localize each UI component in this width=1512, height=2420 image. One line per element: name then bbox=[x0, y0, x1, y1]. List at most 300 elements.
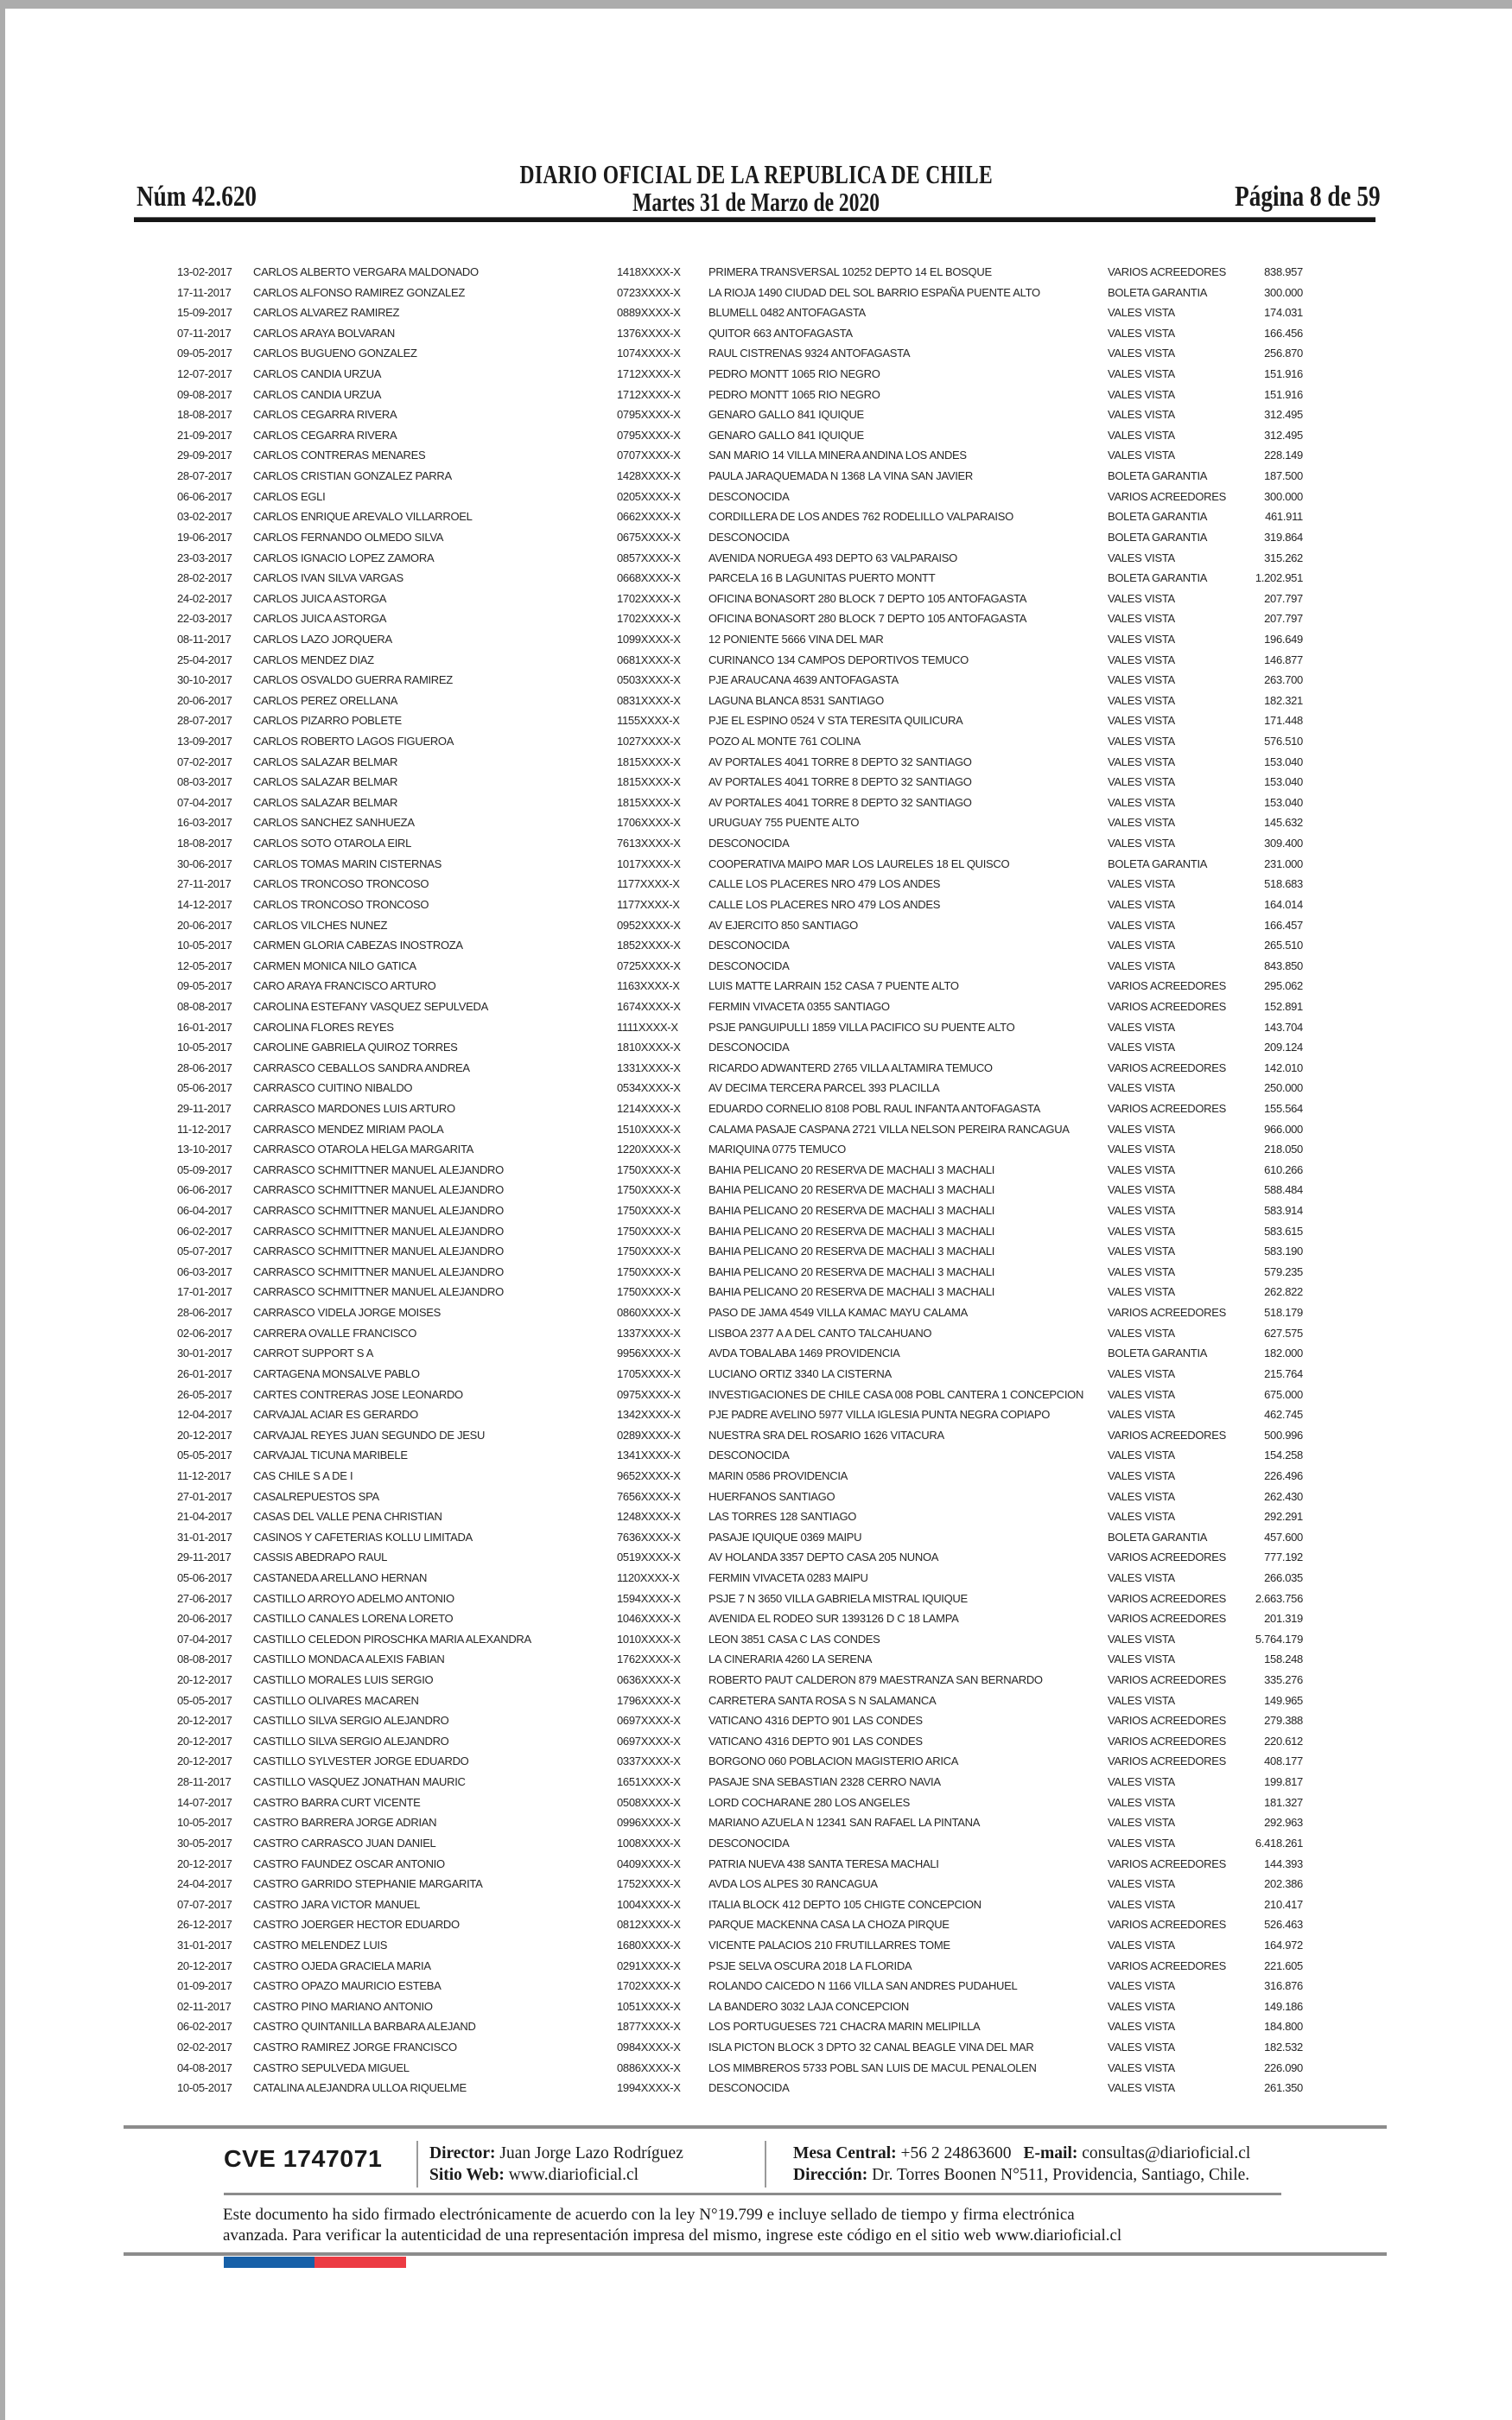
date-cell: 22-03-2017 bbox=[177, 612, 232, 626]
name-cell: CARVAJAL TICUNA MARIBELE bbox=[253, 1449, 408, 1462]
id-cell: 1674XXXX-X bbox=[617, 999, 681, 1013]
name-cell: CARRASCO CUITINO NIBALDO bbox=[253, 1081, 413, 1095]
table-row bbox=[177, 1670, 1303, 1691]
id-cell: 1706XXXX-X bbox=[617, 816, 681, 830]
address-cell: AVDA LOS ALPES 30 RANCAGUA bbox=[708, 1877, 878, 1891]
creditor-cell: VALES VISTA bbox=[1108, 326, 1175, 340]
creditor-cell: VALES VISTA bbox=[1108, 1326, 1175, 1340]
address-cell: SAN MARIO 14 VILLA MINERA ANDINA LOS ANDES bbox=[708, 449, 967, 462]
id-cell: 0996XXXX-X bbox=[617, 1816, 681, 1830]
date-cell: 13-09-2017 bbox=[177, 735, 232, 748]
id-cell: 1750XXXX-X bbox=[617, 1285, 681, 1299]
date-cell: 12-04-2017 bbox=[177, 1408, 232, 1422]
address-cell: AV PORTALES 4041 TORRE 8 DEPTO 32 SANTIAGO bbox=[708, 795, 972, 809]
amount-cell: 145.632 bbox=[1264, 816, 1303, 830]
id-cell: 1815XXXX-X bbox=[617, 775, 681, 789]
amount-cell: 153.040 bbox=[1264, 795, 1303, 809]
address-cell: CALLE LOS PLACERES NRO 479 LOS ANDES bbox=[708, 877, 941, 891]
name-cell: CARLOS PEREZ ORELLANA bbox=[253, 693, 398, 707]
amount-cell: 146.877 bbox=[1264, 653, 1303, 666]
name-cell: CAROLINA FLORES REYES bbox=[253, 1020, 394, 1034]
amount-cell: 265.510 bbox=[1264, 939, 1303, 952]
address-cell: PSJE PANGUIPULLI 1859 VILLA PACIFICO SU PUENTE ALTO bbox=[708, 1020, 1015, 1034]
name-cell: CARLOS TRONCOSO TRONCOSO bbox=[253, 877, 429, 891]
name-cell: CAROLINA ESTEFANY VASQUEZ SEPULVEDA bbox=[253, 999, 488, 1013]
creditor-cell: VALES VISTA bbox=[1108, 1816, 1175, 1830]
id-cell: 1418XXXX-X bbox=[617, 265, 681, 278]
id-cell: 1111XXXX-X bbox=[617, 1020, 678, 1034]
address-cell: VATICANO 4316 DEPTO 901 LAS CONDES bbox=[708, 1734, 923, 1748]
address-cell: AV HOLANDA 3357 DEPTO CASA 205 NUNOA bbox=[708, 1551, 939, 1564]
amount-cell: 164.972 bbox=[1264, 1938, 1303, 1952]
address-cell: PSJE 7 N 3650 VILLA GABRIELA MISTRAL IQUIQUE bbox=[708, 1591, 968, 1605]
table-row bbox=[177, 1364, 1303, 1385]
address-cell: FERMIN VIVACETA 0355 SANTIAGO bbox=[708, 999, 890, 1013]
name-cell: CARLOS TOMAS MARIN CISTERNAS bbox=[253, 857, 442, 870]
name-cell: CARLOS BUGUENO GONZALEZ bbox=[253, 347, 417, 360]
date-cell: 02-02-2017 bbox=[177, 2041, 232, 2054]
amount-cell: 218.050 bbox=[1264, 1143, 1303, 1156]
address-cell: DESCONOCIDA bbox=[708, 939, 790, 952]
id-cell: 0723XXXX-X bbox=[617, 285, 681, 299]
id-cell: 1750XXXX-X bbox=[617, 1245, 681, 1258]
amount-cell: 226.090 bbox=[1264, 2060, 1303, 2074]
name-cell: CARTAGENA MONSALVE PABLO bbox=[253, 1366, 420, 1380]
id-cell: 1594XXXX-X bbox=[617, 1591, 681, 1605]
table-row bbox=[177, 1323, 1303, 1344]
amount-cell: 228.149 bbox=[1264, 449, 1303, 462]
date-cell: 17-01-2017 bbox=[177, 1285, 232, 1299]
name-cell: CASTILLO ARROYO ADELMO ANTONIO bbox=[253, 1591, 454, 1605]
date-cell: 05-05-2017 bbox=[177, 1449, 232, 1462]
id-cell: 1852XXXX-X bbox=[617, 939, 681, 952]
address-cell: PRIMERA TRANSVERSAL 10252 DEPTO 14 EL BOSQUE bbox=[708, 265, 992, 278]
id-cell: 1750XXXX-X bbox=[617, 1224, 681, 1238]
table-row bbox=[177, 1058, 1303, 1079]
date-cell: 10-05-2017 bbox=[177, 1041, 232, 1054]
amount-cell: 675.000 bbox=[1264, 1387, 1303, 1401]
date-cell: 12-05-2017 bbox=[177, 958, 232, 972]
name-cell: CAROLINE GABRIELA QUIROZ TORRES bbox=[253, 1041, 458, 1054]
amount-cell: 461.911 bbox=[1265, 510, 1303, 524]
date-cell: 11-12-2017 bbox=[177, 1122, 232, 1136]
table-row bbox=[177, 445, 1303, 466]
creditor-cell: VALES VISTA bbox=[1108, 1897, 1175, 1911]
phone-email-line bbox=[793, 2143, 1250, 2164]
name-cell: CARLOS IGNACIO LOPEZ ZAMORA bbox=[253, 551, 435, 564]
table-row bbox=[177, 1466, 1303, 1487]
address-cell: DESCONOCIDA bbox=[708, 1836, 790, 1850]
address-cell: POZO AL MONTE 761 COLINA bbox=[708, 735, 861, 748]
date-cell: 30-05-2017 bbox=[177, 1836, 232, 1850]
table-row bbox=[177, 506, 1303, 527]
address-cell: LOS MIMBREROS 5733 POBL SAN LUIS DE MACUL PENALOLEN bbox=[708, 2060, 1037, 2074]
id-cell: 0534XXXX-X bbox=[617, 1081, 681, 1095]
table-row bbox=[177, 364, 1303, 385]
address-cell: DESCONOCIDA bbox=[708, 530, 790, 544]
date-cell: 20-06-2017 bbox=[177, 918, 232, 932]
creditor-cell: VALES VISTA bbox=[1108, 1183, 1175, 1197]
address-cell: LOS PORTUGUESES 721 CHACRA MARIN MELIPILLA bbox=[708, 2020, 981, 2034]
amount-cell: 843.850 bbox=[1264, 958, 1303, 972]
amount-cell: 316.876 bbox=[1264, 1979, 1303, 1993]
date-cell: 27-11-2017 bbox=[177, 877, 232, 891]
name-cell: CASTRO CARRASCO JUAN DANIEL bbox=[253, 1836, 436, 1850]
address-cell: VICENTE PALACIOS 210 FRUTILLARRES TOME bbox=[708, 1938, 950, 1952]
address-cell: DESCONOCIDA bbox=[708, 1041, 790, 1054]
creditor-cell: VALES VISTA bbox=[1108, 1122, 1175, 1136]
name-cell: CASTILLO VASQUEZ JONATHAN MAURIC bbox=[253, 1775, 466, 1789]
table-row bbox=[177, 1425, 1303, 1446]
creditor-cell: VARIOS ACREEDORES bbox=[1108, 1856, 1226, 1870]
creditor-cell: VARIOS ACREEDORES bbox=[1108, 1306, 1226, 1320]
footer-contact-block-1 bbox=[429, 2143, 683, 2186]
creditor-cell: VARIOS ACREEDORES bbox=[1108, 1060, 1226, 1074]
address-cell: URUGUAY 755 PUENTE ALTO bbox=[708, 816, 860, 830]
id-cell: 1008XXXX-X bbox=[617, 1836, 681, 1850]
table-row bbox=[177, 1833, 1303, 1854]
name-cell: CASALREPUESTOS SPA bbox=[253, 1489, 379, 1503]
table-row bbox=[177, 915, 1303, 936]
table-row bbox=[177, 385, 1303, 405]
name-cell: CARLOS TRONCOSO TRONCOSO bbox=[253, 897, 429, 911]
table-row bbox=[177, 1078, 1303, 1099]
address-cell: AV EJERCITO 850 SANTIAGO bbox=[708, 918, 858, 932]
name-cell: CASTRO OPAZO MAURICIO ESTEBA bbox=[253, 1979, 442, 1993]
date-cell: 31-01-2017 bbox=[177, 1530, 232, 1544]
name-cell: CASTILLO SILVA SERGIO ALEJANDRO bbox=[253, 1734, 449, 1748]
creditor-cell: VALES VISTA bbox=[1108, 1877, 1175, 1891]
date-cell: 20-12-2017 bbox=[177, 1673, 232, 1687]
phone-label: Mesa Central: bbox=[793, 2144, 897, 2162]
date-cell: 05-09-2017 bbox=[177, 1162, 232, 1176]
id-cell: 0831XXXX-X bbox=[617, 693, 681, 707]
date-cell: 07-04-2017 bbox=[177, 1632, 232, 1646]
creditor-cell: VALES VISTA bbox=[1108, 1020, 1175, 1034]
date-cell: 26-01-2017 bbox=[177, 1366, 232, 1380]
creditor-cell: VALES VISTA bbox=[1108, 1081, 1175, 1095]
creditor-cell: VALES VISTA bbox=[1108, 1162, 1175, 1176]
address-cell: PJE ARAUCANA 4639 ANTOFAGASTA bbox=[708, 673, 899, 687]
id-cell: 1004XXXX-X bbox=[617, 1897, 681, 1911]
address-cell: 12 PONIENTE 5666 VINA DEL MAR bbox=[708, 632, 884, 646]
id-cell: 1815XXXX-X bbox=[617, 795, 681, 809]
date-cell: 10-05-2017 bbox=[177, 1816, 232, 1830]
legal-line-1: Este documento ha sido firmado electrónicamente de acuerdo con la ley N°19.799 e incluye sellado de tiempo y firma electrónica bbox=[223, 2206, 1075, 2224]
amount-cell: 263.700 bbox=[1264, 673, 1303, 687]
address-cell: EDUARDO CORNELIO 8108 POBL RAUL INFANTA ANTOFAGASTA bbox=[708, 1101, 1040, 1115]
table-row bbox=[177, 1772, 1303, 1793]
id-cell: 0857XXXX-X bbox=[617, 551, 681, 564]
id-cell: 0886XXXX-X bbox=[617, 2060, 681, 2074]
address-cell: CORDILLERA DE LOS ANDES 762 RODELILLO VALPARAISO bbox=[708, 510, 1013, 524]
address-cell: BLUMELL 0482 ANTOFAGASTA bbox=[708, 306, 866, 320]
date-cell: 09-05-2017 bbox=[177, 347, 232, 360]
creditor-cell: VALES VISTA bbox=[1108, 1468, 1175, 1482]
amount-cell: 142.010 bbox=[1264, 1060, 1303, 1074]
id-cell: 1762XXXX-X bbox=[617, 1653, 681, 1666]
email-label: E-mail: bbox=[1023, 2144, 1078, 2162]
id-cell: 0975XXXX-X bbox=[617, 1387, 681, 1401]
id-cell: 0205XXXX-X bbox=[617, 489, 681, 503]
creditor-cell: VARIOS ACREEDORES bbox=[1108, 1551, 1226, 1564]
date-cell: 24-02-2017 bbox=[177, 591, 232, 605]
creditor-cell: VALES VISTA bbox=[1108, 837, 1175, 850]
address-cell: AVENIDA NORUEGA 493 DEPTO 63 VALPARAISO bbox=[708, 551, 957, 564]
address-cell: ROBERTO PAUT CALDERON 879 MAESTRANZA SAN BERNARDO bbox=[708, 1673, 1043, 1687]
address-cell: CALLE LOS PLACERES NRO 479 LOS ANDES bbox=[708, 897, 941, 911]
creditor-cell: VALES VISTA bbox=[1108, 775, 1175, 789]
creditor-cell: VARIOS ACREEDORES bbox=[1108, 1673, 1226, 1687]
amount-cell: 215.764 bbox=[1264, 1366, 1303, 1380]
name-cell: CARRASCO CEBALLOS SANDRA ANDREA bbox=[253, 1060, 470, 1074]
table-row bbox=[177, 2037, 1303, 2058]
table-row bbox=[177, 1874, 1303, 1895]
table-row bbox=[177, 1649, 1303, 1670]
name-cell: CASTRO PINO MARIANO ANTONIO bbox=[253, 1999, 433, 2013]
date-cell: 30-10-2017 bbox=[177, 673, 232, 687]
table-row bbox=[177, 793, 1303, 813]
creditor-cell: VARIOS ACREEDORES bbox=[1108, 1754, 1226, 1768]
creditor-cell: VALES VISTA bbox=[1108, 1245, 1175, 1258]
address-cell: DESCONOCIDA bbox=[708, 958, 790, 972]
name-cell: CARLOS ALFONSO RAMIREZ GONZALEZ bbox=[253, 285, 465, 299]
id-cell: 1046XXXX-X bbox=[617, 1612, 681, 1626]
footer-contact-block-2 bbox=[793, 2143, 1250, 2186]
table-row bbox=[177, 731, 1303, 752]
address-cell: LA CINERARIA 4260 LA SERENA bbox=[708, 1653, 873, 1666]
address-cell: ITALIA BLOCK 412 DEPTO 105 CHIGTE CONCEPCION bbox=[708, 1897, 982, 1911]
date-cell: 05-06-2017 bbox=[177, 1571, 232, 1584]
name-cell: CARLOS CEGARRA RIVERA bbox=[253, 428, 397, 442]
table-row bbox=[177, 670, 1303, 691]
name-cell: CASTILLO OLIVARES MACAREN bbox=[253, 1693, 419, 1707]
date-cell: 09-05-2017 bbox=[177, 979, 232, 993]
table-row bbox=[177, 404, 1303, 425]
date-cell: 15-09-2017 bbox=[177, 306, 232, 320]
date-cell: 21-04-2017 bbox=[177, 1510, 232, 1524]
id-cell: 1994XXXX-X bbox=[617, 2081, 681, 2095]
amount-cell: 226.496 bbox=[1264, 1468, 1303, 1482]
amount-cell: 250.000 bbox=[1264, 1081, 1303, 1095]
creditor-cell: BOLETA GARANTIA bbox=[1108, 469, 1208, 483]
creditor-cell: VALES VISTA bbox=[1108, 939, 1175, 952]
table-row bbox=[177, 997, 1303, 1017]
footer-bottom-rule bbox=[124, 2252, 1387, 2256]
creditor-cell: VALES VISTA bbox=[1108, 1285, 1175, 1299]
name-cell: CARRASCO SCHMITTNER MANUEL ALEJANDRO bbox=[253, 1204, 504, 1218]
id-cell: 1712XXXX-X bbox=[617, 387, 681, 401]
amount-cell: 583.190 bbox=[1264, 1245, 1303, 1258]
name-cell: CARMEN GLORIA CABEZAS INOSTROZA bbox=[253, 939, 463, 952]
name-cell: CARVAJAL ACIAR ES GERARDO bbox=[253, 1408, 418, 1422]
name-cell: CARTES CONTRERAS JOSE LEONARDO bbox=[253, 1387, 463, 1401]
amount-cell: 5.764.179 bbox=[1255, 1632, 1303, 1646]
creditor-cell: VALES VISTA bbox=[1108, 653, 1175, 666]
table-row bbox=[177, 710, 1303, 731]
address-cell: ISLA PICTON BLOCK 3 DPTO 32 CANAL BEAGLE VINA DEL MAR bbox=[708, 2041, 1034, 2054]
date-cell: 06-03-2017 bbox=[177, 1264, 232, 1278]
date-cell: 13-10-2017 bbox=[177, 1143, 232, 1156]
id-cell: 1705XXXX-X bbox=[617, 1366, 681, 1380]
id-cell: 1074XXXX-X bbox=[617, 347, 681, 360]
amount-cell: 155.564 bbox=[1264, 1101, 1303, 1115]
name-cell: CARLOS MENDEZ DIAZ bbox=[253, 653, 374, 666]
address-cell: PASO DE JAMA 4549 VILLA KAMAC MAYU CALAMA bbox=[708, 1306, 969, 1320]
table-row bbox=[177, 1487, 1303, 1507]
date-cell: 26-12-2017 bbox=[177, 1918, 232, 1932]
amount-cell: 261.350 bbox=[1264, 2081, 1303, 2095]
creditor-cell: VALES VISTA bbox=[1108, 1653, 1175, 1666]
creditor-cell: VALES VISTA bbox=[1108, 1775, 1175, 1789]
gov-logo-red-bar bbox=[314, 2257, 406, 2268]
amount-cell: 182.532 bbox=[1264, 2041, 1303, 2054]
date-cell: 09-08-2017 bbox=[177, 387, 232, 401]
name-cell: CARRASCO SCHMITTNER MANUEL ALEJANDRO bbox=[253, 1245, 504, 1258]
creditor-cell: VARIOS ACREEDORES bbox=[1108, 1918, 1226, 1932]
name-cell: CARLOS IVAN SILVA VARGAS bbox=[253, 571, 403, 585]
address-cell: OFICINA BONASORT 280 BLOCK 7 DEPTO 105 ANTOFAGASTA bbox=[708, 612, 1027, 626]
name-cell: CARLOS CANDIA URZUA bbox=[253, 367, 382, 381]
id-cell: 1220XXXX-X bbox=[617, 1143, 681, 1156]
address-cell: PASAJE IQUIQUE 0369 MAIPU bbox=[708, 1530, 862, 1544]
table-row bbox=[177, 1629, 1303, 1650]
amount-cell: 220.612 bbox=[1264, 1734, 1303, 1748]
amount-cell: 588.484 bbox=[1264, 1183, 1303, 1197]
date-cell: 20-06-2017 bbox=[177, 1612, 232, 1626]
address-cell: HUERFANOS SANTIAGO bbox=[708, 1489, 835, 1503]
name-cell: CARRASCO OTAROLA HELGA MARGARITA bbox=[253, 1143, 474, 1156]
creditor-cell: VALES VISTA bbox=[1108, 367, 1175, 381]
amount-cell: 457.600 bbox=[1264, 1530, 1303, 1544]
date-cell: 18-08-2017 bbox=[177, 408, 232, 422]
address-cell: LISBOA 2377 A A DEL CANTO TALCAHUANO bbox=[708, 1326, 932, 1340]
table-row bbox=[177, 629, 1303, 650]
date-cell: 02-11-2017 bbox=[177, 1999, 232, 2013]
date-cell: 14-12-2017 bbox=[177, 897, 232, 911]
id-cell: 0889XXXX-X bbox=[617, 306, 681, 320]
id-cell: 1750XXXX-X bbox=[617, 1264, 681, 1278]
amount-cell: 152.891 bbox=[1264, 999, 1303, 1013]
address-cell: PARQUE MACKENNA CASA LA CHOZA PIRQUE bbox=[708, 1918, 950, 1932]
address-cell: BAHIA PELICANO 20 RESERVA DE MACHALI 3 MACHALI bbox=[708, 1224, 995, 1238]
id-cell: 0952XXXX-X bbox=[617, 918, 681, 932]
table-row bbox=[177, 1241, 1303, 1262]
date-cell: 08-08-2017 bbox=[177, 999, 232, 1013]
creditor-cell: VALES VISTA bbox=[1108, 1571, 1175, 1584]
amount-cell: 583.914 bbox=[1264, 1204, 1303, 1218]
amount-cell: 210.417 bbox=[1264, 1897, 1303, 1911]
date-cell: 31-01-2017 bbox=[177, 1938, 232, 1952]
creditor-cell: VALES VISTA bbox=[1108, 673, 1175, 687]
id-cell: 0795XXXX-X bbox=[617, 428, 681, 442]
address-cell: MARIANO AZUELA N 12341 SAN RAFAEL LA PINTANA bbox=[708, 1816, 981, 1830]
claims-table bbox=[177, 262, 1303, 2098]
id-cell: 0289XXXX-X bbox=[617, 1428, 681, 1442]
amount-cell: 262.430 bbox=[1264, 1489, 1303, 1503]
date-cell: 20-12-2017 bbox=[177, 1428, 232, 1442]
table-row bbox=[177, 1119, 1303, 1140]
address-cell: PEDRO MONTT 1065 RIO NEGRO bbox=[708, 367, 880, 381]
page-indicator: Página 8 de 59 bbox=[1235, 181, 1381, 213]
address-cell: BAHIA PELICANO 20 RESERVA DE MACHALI 3 MACHALI bbox=[708, 1162, 995, 1176]
creditor-cell: VALES VISTA bbox=[1108, 347, 1175, 360]
table-row bbox=[177, 976, 1303, 997]
date-cell: 08-08-2017 bbox=[177, 1653, 232, 1666]
amount-cell: 279.388 bbox=[1264, 1714, 1303, 1728]
name-cell: CASTRO JOERGER HECTOR EDUARDO bbox=[253, 1918, 460, 1932]
amount-cell: 201.319 bbox=[1264, 1612, 1303, 1626]
date-cell: 16-03-2017 bbox=[177, 816, 232, 830]
table-row bbox=[177, 895, 1303, 915]
date-cell: 23-03-2017 bbox=[177, 551, 232, 564]
date-cell: 08-03-2017 bbox=[177, 775, 232, 789]
amount-cell: 171.448 bbox=[1264, 714, 1303, 728]
table-row bbox=[177, 1793, 1303, 1813]
table-row bbox=[177, 1262, 1303, 1283]
id-cell: 1337XXXX-X bbox=[617, 1326, 681, 1340]
name-cell: CARROT SUPPORT S A bbox=[253, 1347, 374, 1360]
page-edge-left bbox=[0, 0, 5, 2420]
id-cell: 1177XXXX-X bbox=[617, 877, 680, 891]
creditor-cell: VARIOS ACREEDORES bbox=[1108, 979, 1226, 993]
address-cell: PATRIA NUEVA 438 SANTA TERESA MACHALI bbox=[708, 1856, 939, 1870]
name-cell: CARLOS CONTRERAS MENARES bbox=[253, 449, 426, 462]
amount-cell: 966.000 bbox=[1264, 1122, 1303, 1136]
date-cell: 28-07-2017 bbox=[177, 469, 232, 483]
date-cell: 05-06-2017 bbox=[177, 1081, 232, 1095]
date-line: Martes 31 de Marzo de 2020 bbox=[632, 187, 880, 217]
id-cell: 0337XXXX-X bbox=[617, 1754, 681, 1768]
amount-cell: 312.495 bbox=[1264, 408, 1303, 422]
date-cell: 03-02-2017 bbox=[177, 510, 232, 524]
creditor-cell: BOLETA GARANTIA bbox=[1108, 530, 1208, 544]
name-cell: CASTILLO CELEDON PIROSCHKA MARIA ALEXANDRA bbox=[253, 1632, 531, 1646]
address-cell: LA RIOJA 1490 CIUDAD DEL SOL BARRIO ESPAÑA PUENTE ALTO bbox=[708, 285, 1040, 299]
address-cell: AVDA TOBALABA 1469 PROVIDENCIA bbox=[708, 1347, 900, 1360]
id-cell: 0707XXXX-X bbox=[617, 449, 681, 462]
table-row bbox=[177, 2016, 1303, 2037]
date-cell: 28-07-2017 bbox=[177, 714, 232, 728]
id-cell: 1750XXXX-X bbox=[617, 1204, 681, 1218]
id-cell: 1877XXXX-X bbox=[617, 2020, 681, 2034]
address-cell: GENARO GALLO 841 IQUIQUE bbox=[708, 428, 864, 442]
id-cell: 1331XXXX-X bbox=[617, 1060, 681, 1074]
name-cell: CASTRO FAUNDEZ OSCAR ANTONIO bbox=[253, 1856, 445, 1870]
creditor-cell: VALES VISTA bbox=[1108, 714, 1175, 728]
table-row bbox=[177, 691, 1303, 711]
address-cell: RAUL CISTRENAS 9324 ANTOFAGASTA bbox=[708, 347, 911, 360]
id-cell: 0725XXXX-X bbox=[617, 958, 681, 972]
creditor-cell: VALES VISTA bbox=[1108, 1632, 1175, 1646]
name-cell: CASTRO QUINTANILLA BARBARA ALEJAND bbox=[253, 2020, 476, 2034]
address-cell: VATICANO 4316 DEPTO 901 LAS CONDES bbox=[708, 1714, 923, 1728]
creditor-cell: VALES VISTA bbox=[1108, 1143, 1175, 1156]
id-cell: 1750XXXX-X bbox=[617, 1183, 681, 1197]
name-cell: CARLOS SOTO OTAROLA EIRL bbox=[253, 837, 412, 850]
table-row bbox=[177, 568, 1303, 589]
address-cell: DESCONOCIDA bbox=[708, 1449, 790, 1462]
name-cell: CARRASCO SCHMITTNER MANUEL ALEJANDRO bbox=[253, 1162, 504, 1176]
id-cell: 9956XXXX-X bbox=[617, 1347, 681, 1360]
amount-cell: 335.276 bbox=[1264, 1673, 1303, 1687]
creditor-cell: VALES VISTA bbox=[1108, 897, 1175, 911]
name-cell: CASTRO BARRA CURT VICENTE bbox=[253, 1795, 421, 1809]
date-cell: 29-11-2017 bbox=[177, 1551, 232, 1564]
footer-top-rule bbox=[124, 2125, 1387, 2129]
name-cell: CARLOS JUICA ASTORGA bbox=[253, 612, 387, 626]
table-row bbox=[177, 1608, 1303, 1629]
